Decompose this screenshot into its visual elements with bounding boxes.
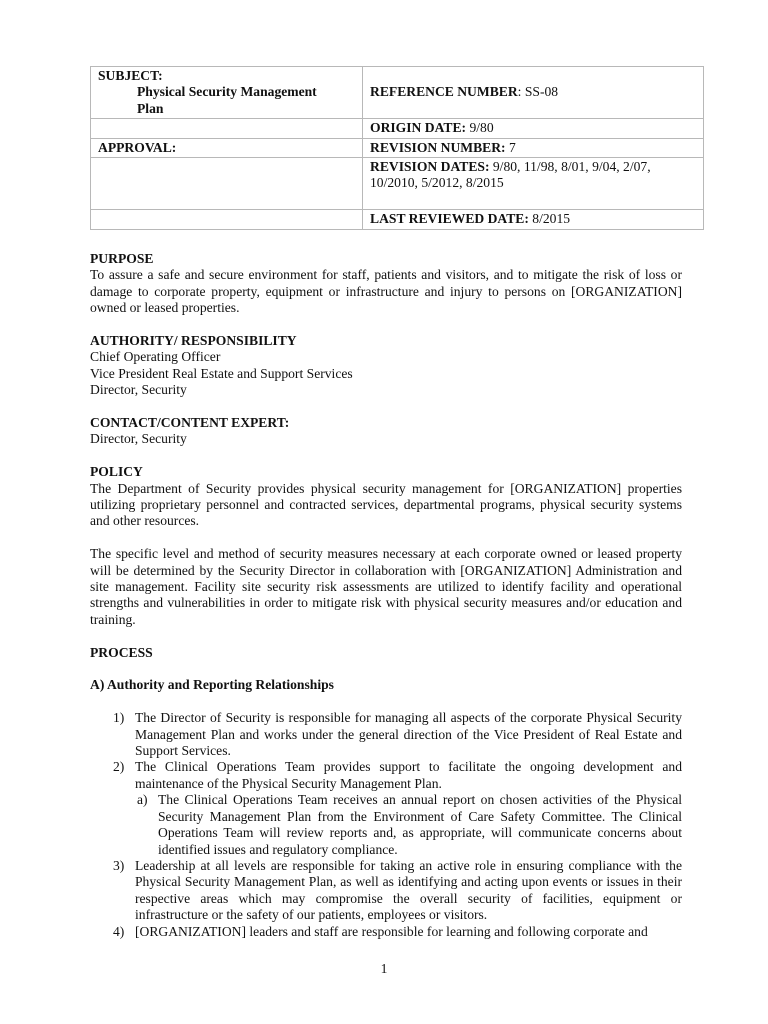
revision-number-label: REVISION NUMBER:: [370, 139, 506, 155]
approval-cell: [91, 138, 363, 157]
origin-date-cell: [363, 119, 704, 138]
list-item-number: 3): [113, 857, 125, 873]
page-number: 1: [380, 961, 388, 976]
policy-header-table: [90, 66, 704, 230]
authority-heading: AUTHORITY/ RESPONSIBILITY: [90, 333, 297, 349]
approval-label: APPROVAL:: [98, 139, 177, 155]
document-body: [90, 251, 682, 940]
list-item: [90, 858, 682, 924]
revision-number-cell: [363, 138, 704, 157]
subject-cell: [91, 67, 363, 119]
list-item: [90, 710, 682, 759]
list-item: [90, 759, 682, 792]
list-item-text: The Director of Security is responsible for managing all aspects of the corporate Physical Security Management Plan and works under the general direction of the Vice President of Real Estate and Support Services.: [135, 710, 682, 759]
empty-cell-2: [91, 158, 363, 210]
contact-text: Director, Security: [90, 431, 187, 447]
origin-date-label: ORIGIN DATE:: [370, 120, 467, 136]
last-reviewed-label: LAST REVIEWED DATE:: [370, 211, 529, 227]
process-heading: PROCESS: [90, 644, 153, 660]
list-item-number: 2): [113, 759, 125, 775]
last-reviewed-value: 8/2015: [528, 211, 571, 227]
authority-line-3: Director, Security: [90, 382, 187, 398]
subject-label: SUBJECT:: [98, 68, 163, 83]
reference-label: REFERENCE NUMBER: [370, 84, 518, 100]
revision-dates-label: REVISION DATES:: [370, 159, 490, 175]
revision-dates-value-line1: 9/80, 11/98, 8/01, 9/04, 2/07,: [489, 159, 651, 175]
empty-cell-3: [91, 210, 363, 230]
sub-list-item-letter: a): [137, 792, 148, 808]
process-subsection-heading: A) Authority and Reporting Relationships: [90, 677, 334, 693]
list-item: [90, 924, 682, 940]
revision-dates-cell: [363, 158, 704, 210]
reference-cell: [363, 67, 704, 119]
revision-dates-value-line2: 10/2010, 5/2012, 8/2015: [370, 175, 504, 191]
purpose-heading: PURPOSE: [90, 251, 154, 266]
purpose-text: To assure a safe and secure environment for staff, patients and visitors, and to mitigate the risk of loss or damage to corporate property, equipment or infrastructure and injury to persons on [ORGANIZATION] owned or leased properties.: [90, 267, 682, 316]
list-item-text: Leadership at all levels are responsible for taking an active role in ensuring compliance with the Physical Security Management Plan, as well as identifying and acting upon events or issues in their respective areas which may compromise the overall security of facilities, equipment or infrastructure or the safety of our patients, employees or visitors.: [135, 857, 682, 923]
sub-list-item-text: The Clinical Operations Team receives an annual report on chosen activities of the Physical Security Management Plan from the Environment of Care Safety Committee. The Clinical Operations Team will review reports and, as appropriate, will communicate concerns about identified issues and regulatory compliance.: [158, 792, 682, 857]
reference-value: : SS-08: [517, 84, 559, 100]
list-item-text: [ORGANIZATION] leaders and staff are responsible for learning and following corporate and: [135, 923, 648, 939]
origin-date-value: 9/80: [466, 120, 494, 136]
policy-paragraph-1: The Department of Security provides physical security management for [ORGANIZATION] properties utilizing proprietary personnel and contracted services, departmental programs, physical security systems and other resources.: [90, 480, 682, 529]
authority-line-2: Vice President Real Estate and Support Services: [90, 365, 353, 381]
authority-line-1: Chief Operating Officer: [90, 349, 221, 365]
last-reviewed-cell: [363, 210, 704, 230]
empty-cell-1: [91, 119, 363, 138]
list-item-number: 1): [113, 710, 125, 726]
contact-heading: CONTACT/CONTENT EXPERT:: [90, 415, 290, 431]
list-item-number: 4): [113, 923, 125, 939]
revision-number-value: 7: [505, 139, 516, 155]
subject-value-line1: Physical Security Management: [137, 84, 317, 100]
subject-value-line2: Plan: [137, 100, 164, 116]
policy-paragraph-2: The specific level and method of security measures necessary at each corporate owned or leased property will be determined by the Security Director in collaboration with [ORGANIZATION] Administration and site management. Facility site security risk assessments are utilized to identify facility and operational strengths and vulnerabilities in order to mitigate risk with physical security measures and/or education and training.: [90, 546, 682, 627]
list-item-text: The Clinical Operations Team provides support to facilitate the ongoing development and maintenance of the Physical Security Management Plan.: [135, 759, 682, 791]
sub-list-item: [90, 792, 682, 858]
policy-heading: POLICY: [90, 464, 143, 480]
